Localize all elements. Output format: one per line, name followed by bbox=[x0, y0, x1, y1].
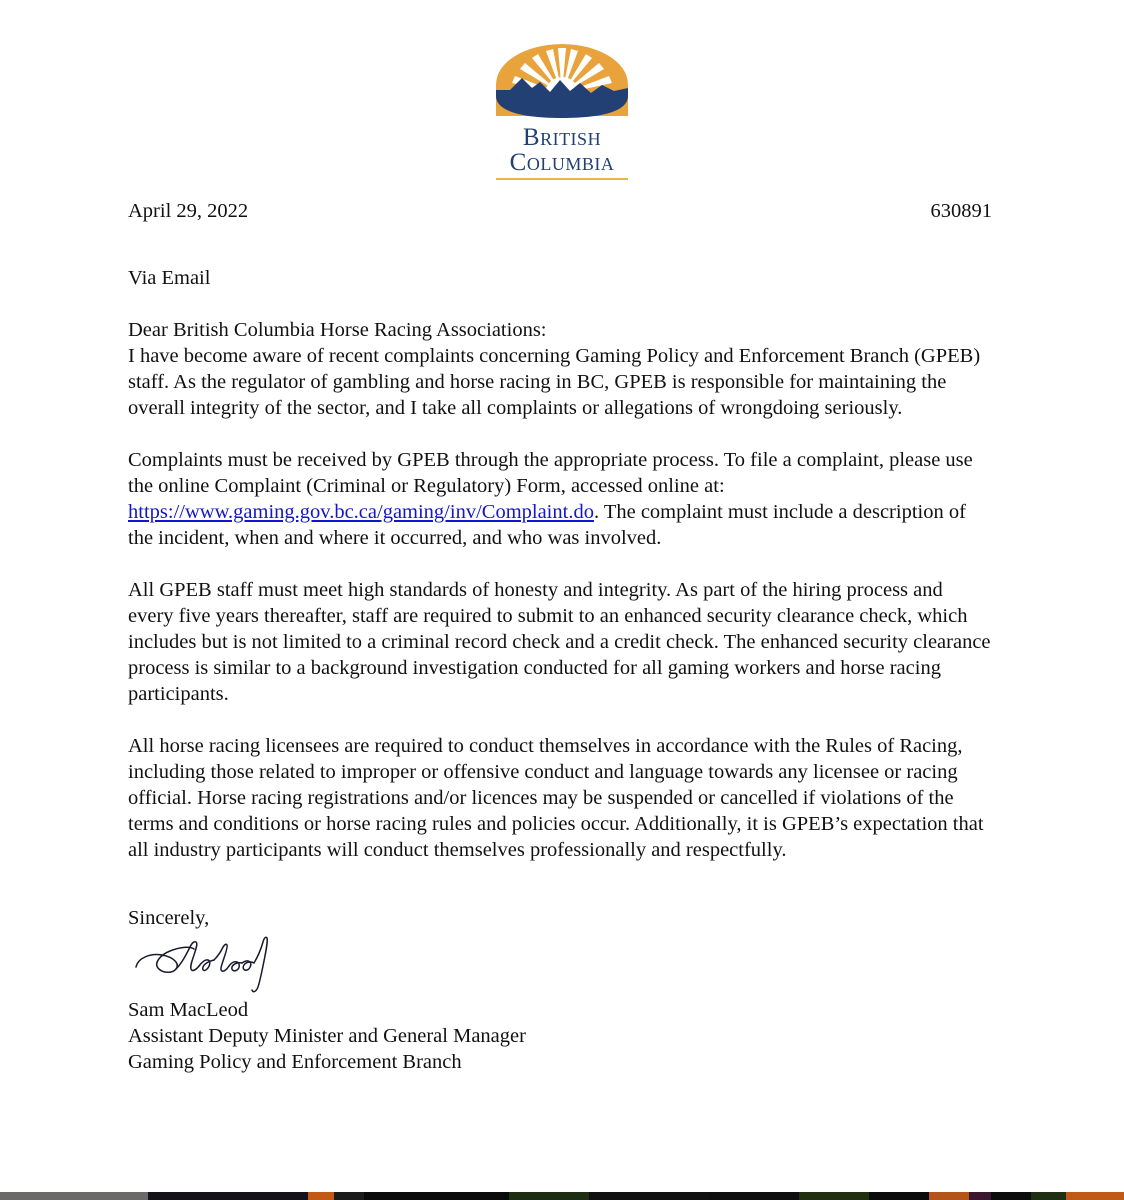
letter-date: April 29, 2022 bbox=[128, 200, 249, 222]
letter-body bbox=[128, 198, 992, 1075]
paragraph-4: All horse racing licensees are required to conduct themselves in accordance with the Rules of Racing, including those related to improper or offensive conduct and language towards any licensee or racing official. Horse racing registrations and/or licences may be suspended or cancelled if violations of the terms and conditions or horse racing rules and policies occur. Additionally, it is GPEB’s expectation that all industry participants will conduct themselves professionally and respectfully. bbox=[128, 735, 984, 861]
reference-number: 630891 bbox=[930, 200, 992, 222]
wordmark-line-1: British bbox=[522, 124, 602, 151]
taskbar-segment[interactable] bbox=[799, 1192, 869, 1200]
wordmark-line-2: Columbia bbox=[509, 148, 615, 176]
paragraph-2-with-link bbox=[128, 447, 992, 551]
taskbar-segment[interactable] bbox=[869, 1192, 929, 1200]
signer-title: Assistant Deputy Minister and General Manager bbox=[128, 1025, 526, 1047]
signature-block bbox=[128, 997, 992, 1075]
salutation: Dear British Columbia Horse Racing Associations: bbox=[128, 319, 547, 341]
letter-header-row bbox=[128, 198, 992, 224]
signer-name: Sam MacLeod bbox=[128, 999, 249, 1021]
taskbar-segment[interactable] bbox=[1066, 1192, 1124, 1200]
taskbar-segment[interactable] bbox=[589, 1192, 709, 1200]
paragraph-3: All GPEB staff must meet high standards of honesty and integrity. As part of the hiring process and every five years thereafter, staff are required to submit to an enhanced security clearance check, which includes but is not limited to a criminal record check and a credit check. The enhanced security clearance process is similar to a background investigation conducted for all gaming workers and horse racing participants. bbox=[128, 579, 991, 705]
taskbar-segment[interactable] bbox=[509, 1192, 589, 1200]
bc-government-logo bbox=[0, 44, 1124, 180]
wordmark-underline-rule bbox=[496, 178, 628, 180]
paragraph-2-text-after: . The complaint must include a description of the incident, when and where it occurred, and who was involved. bbox=[128, 501, 966, 549]
handwritten-signature-icon bbox=[132, 933, 282, 995]
complaint-form-link[interactable]: https://www.gaming.gov.bc.ca/gaming/inv/Complaint.do bbox=[128, 501, 594, 523]
signer-organization: Gaming Policy and Enforcement Branch bbox=[128, 1051, 462, 1073]
taskbar-segment[interactable] bbox=[364, 1192, 509, 1200]
bc-wordmark bbox=[510, 126, 615, 175]
taskbar-segment[interactable] bbox=[991, 1192, 1031, 1200]
taskbar-segment[interactable] bbox=[969, 1192, 991, 1200]
sun-mountain-icon bbox=[488, 44, 636, 122]
taskbar-segment[interactable] bbox=[0, 1192, 148, 1200]
taskbar-segment[interactable] bbox=[709, 1192, 799, 1200]
taskbar-segment[interactable] bbox=[334, 1192, 364, 1200]
taskbar-segment[interactable] bbox=[308, 1192, 334, 1200]
delivery-method: Via Email bbox=[128, 267, 211, 289]
taskbar-segment[interactable] bbox=[148, 1192, 308, 1200]
closing-salutation: Sincerely, bbox=[128, 907, 210, 929]
paragraph-2-text-before: Complaints must be received by GPEB through the appropriate process. To file a complaint, please use the online Complaint (Criminal or Regulatory) Form, accessed online at: bbox=[128, 449, 973, 497]
paragraph-1: I have become aware of recent complaints concerning Gaming Policy and Enforcement Branch (GPEB) staff. As the regulator of gambling and horse racing in BC, GPEB is responsible for maintaining the overall integrity of the sector, and I take all complaints or allegations of wrongdoing seriously. bbox=[128, 345, 981, 419]
taskbar-sliver[interactable] bbox=[0, 1192, 1124, 1200]
taskbar-segment[interactable] bbox=[929, 1192, 969, 1200]
taskbar-segment[interactable] bbox=[1031, 1192, 1066, 1200]
